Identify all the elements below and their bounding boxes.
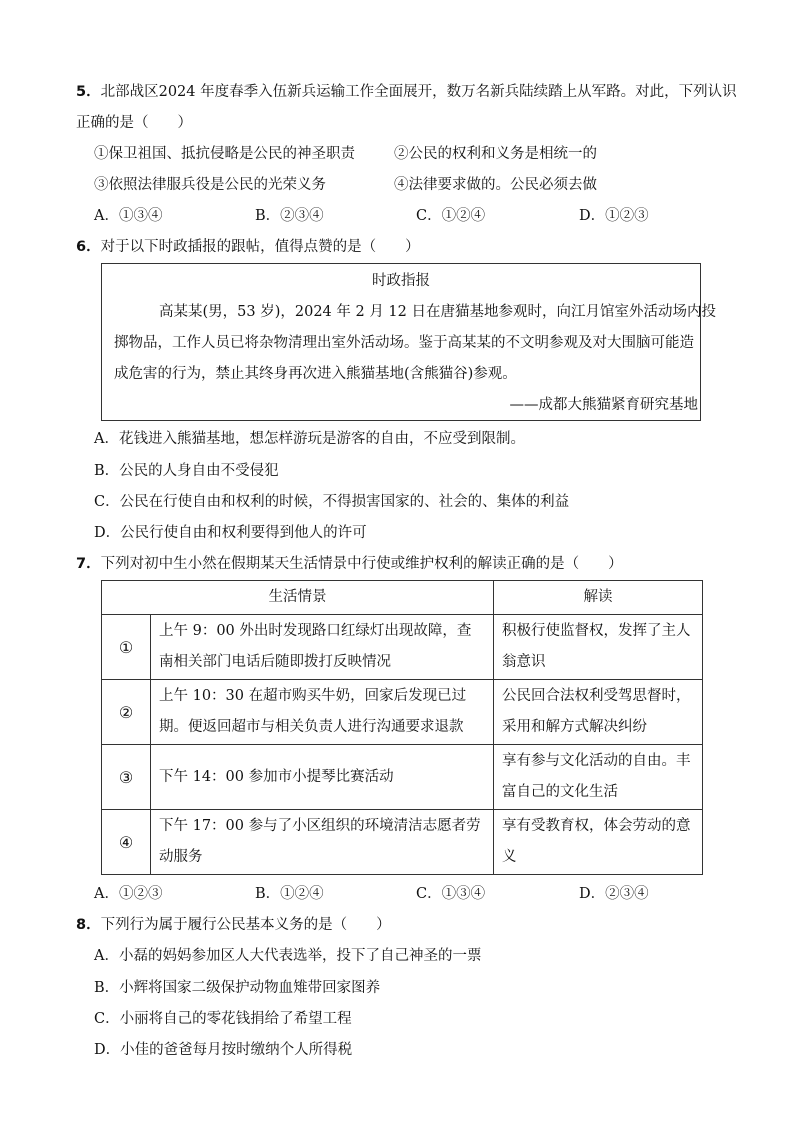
q5-item-1: ①保卫祖国、抵抗侵略是公民的神圣职责 bbox=[94, 146, 355, 162]
table-row bbox=[102, 810, 703, 875]
q6-box-line1: 高某某(男，53 岁)，2024 年 2 月 12 日在唐猫基地参观时，向江月馆室外活动场内投 bbox=[159, 304, 716, 320]
q7-option-c: C．①③④ bbox=[416, 886, 486, 902]
q8-option-a: A．小磊的妈妈参加区人大代表选举，投下了自己神圣的一票 bbox=[94, 948, 482, 964]
q7-stem-text: 下列对初中生小然在假期某天生活情景中行使或维护权利的解读正确的是（ ） bbox=[100, 556, 623, 572]
q5-item-3: ③依照法律服兵役是公民的光荣义务 bbox=[94, 177, 326, 193]
q6-stem bbox=[76, 237, 420, 257]
q6-stem-text: 对于以下时政插报的跟帖，值得点赞的是（ ） bbox=[100, 239, 420, 255]
q5-stem-line1 bbox=[76, 82, 737, 102]
table-row bbox=[102, 745, 703, 810]
q6-number: 6． bbox=[76, 239, 101, 255]
q6-option-c: C．公民在行使自由和权利的时候，不得损害国家的、社会的、集体的利益 bbox=[94, 494, 570, 510]
q7-option-a: A．①②③ bbox=[94, 886, 163, 902]
q6-box-source: ——成都大熊猫紧育研究基地 bbox=[509, 397, 698, 413]
q7-option-b: B．①②④ bbox=[255, 886, 324, 902]
q8-option-c: C．小丽将自己的零花钱捐给了希望工程 bbox=[94, 1011, 352, 1027]
q5-item-2: ②公民的权利和义务是相统一的 bbox=[394, 146, 597, 162]
q7-option-d: D．②③④ bbox=[579, 886, 649, 902]
q7-row-number: ③ bbox=[102, 745, 151, 810]
q7-scenario-table bbox=[101, 580, 703, 875]
q6-option-d: D．公民行使自由和权利要得到他人的许可 bbox=[94, 525, 367, 541]
q8-option-d: D．小佳的爸爸每月按时缴纳个人所得税 bbox=[94, 1042, 353, 1058]
q7-row-reading: 享有参与文化活动的自由。丰富自己的文化生活 bbox=[494, 745, 703, 810]
q6-box-line3: 成危害的行为，禁止其终身再次进入熊猫基地(含熊猫谷)参观。 bbox=[114, 366, 517, 382]
q7-row-scene: 上午 10：30 在超市购买牛奶，回家后发现已过期。便返回超市与相关负责人进行沟通要求退款 bbox=[151, 680, 494, 745]
q8-stem-text: 下列行为属于履行公民基本义务的是（ ） bbox=[100, 917, 391, 933]
q5-number: 5． bbox=[76, 84, 101, 100]
q7-row-scene: 下午 17：00 参与了小区组织的环境清洁志愿者劳动服务 bbox=[151, 810, 494, 875]
q8-stem bbox=[76, 915, 391, 935]
q5-stem-line2: 正确的是（ ） bbox=[76, 115, 192, 131]
q6-news-box bbox=[101, 263, 716, 421]
q8-number: 8． bbox=[76, 917, 101, 933]
q6-box-title: 时政指报 bbox=[372, 273, 430, 289]
q7-header-scene: 生活情景 bbox=[102, 581, 494, 615]
q5-option-c: C．①②④ bbox=[416, 208, 486, 224]
q7-row-reading: 享有受教育权，体会劳动的意义 bbox=[494, 810, 703, 875]
q7-row-scene: 上午 9：00 外出时发现路口红绿灯出现故障，查南相关部门电话后随即拨打反映情况 bbox=[151, 615, 494, 680]
table-row bbox=[102, 680, 703, 745]
q5-option-d: D．①②③ bbox=[579, 208, 649, 224]
q5-item-4: ④法律要求做的。公民必须去做 bbox=[394, 177, 597, 193]
q7-row-scene: 下午 14：00 参加市小提琴比赛活动 bbox=[151, 745, 494, 810]
q7-stem bbox=[76, 554, 623, 574]
q6-option-b: B．公民的人身自由不受侵犯 bbox=[94, 463, 279, 479]
q7-row-number: ② bbox=[102, 680, 151, 745]
q7-row-number: ① bbox=[102, 615, 151, 680]
q7-number: 7． bbox=[76, 556, 101, 572]
q5-option-b: B．②③④ bbox=[255, 208, 324, 224]
q6-box-line2: 掷物品，工作人员已将杂物清理出室外活动场。鉴于高某某的不文明参观及对大围脑可能造 bbox=[114, 335, 694, 351]
q7-row-reading: 积极行使监督权，发挥了主人翁意识 bbox=[494, 615, 703, 680]
q7-header-reading: 解读 bbox=[494, 581, 703, 615]
q7-row-number: ④ bbox=[102, 810, 151, 875]
q8-option-b: B．小辉将国家二级保护动物血雉带回家图养 bbox=[94, 980, 381, 996]
q6-option-a: A．花钱进入熊猫基地，想怎样游玩是游客的自由，不应受到限制。 bbox=[94, 431, 525, 447]
q5-option-a: A．①③④ bbox=[94, 208, 163, 224]
q5-stem-text: 北部战区2024 年度春季入伍新兵运输工作全面展开，数万名新兵陆续踏上从军路。对此，下列认识 bbox=[100, 84, 737, 100]
q7-row-reading: 公民回合法权利受驾思督时，采用和解方式解决纠纷 bbox=[494, 680, 703, 745]
table-row bbox=[102, 615, 703, 680]
